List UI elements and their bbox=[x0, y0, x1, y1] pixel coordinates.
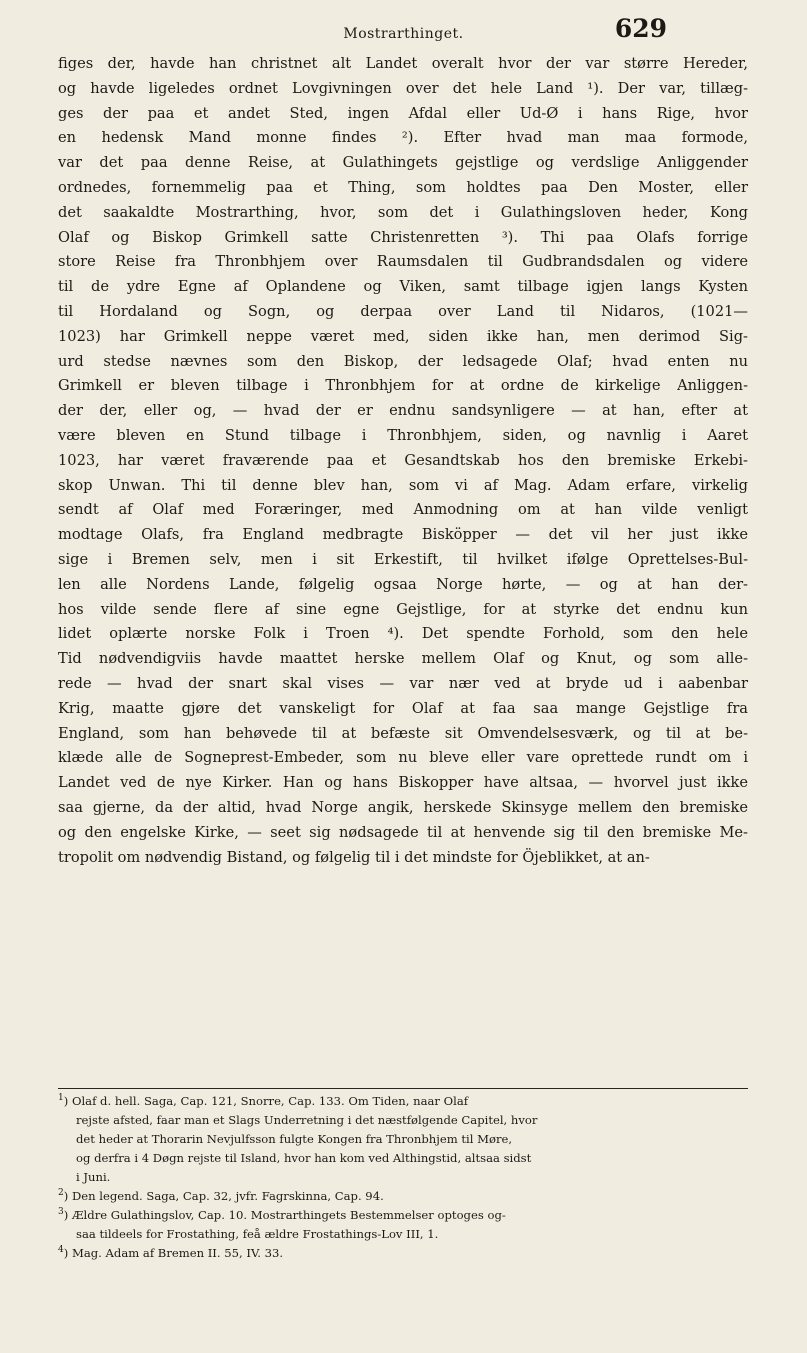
footnote-mark-paren: ) bbox=[63, 1189, 72, 1203]
body-line: og havde ligeledes ordnet Lovgivningen over det hele Land ¹). Der var, tillæg- bbox=[58, 79, 748, 97]
footnote-mark: 3 bbox=[58, 1207, 64, 1218]
footnote-text: rejste afsted, faar man et Slags Underretning i det næstfølgende Capitel, hvor bbox=[76, 1113, 538, 1127]
body-line: 1023) har Grimkell neppe været med, siden ikke han, men derimod Sig- bbox=[58, 327, 748, 345]
body-line: figes der, havde han christnet alt Landet overalt hvor der var større Hereder, bbox=[58, 55, 748, 72]
body-line: der der, eller og, — hvad der er endnu sandsynligere — at han, efter at bbox=[58, 402, 748, 420]
footnote bbox=[58, 1244, 748, 1263]
footnote-mark: 1 bbox=[58, 1093, 64, 1104]
body-line: skop Unwan. Thi til denne blev han, som vi af Mag. Adam erfare, virkelig bbox=[58, 476, 748, 494]
body-line: England, som han behøvede til at befæste sit Omvendelsesværk, og til at be- bbox=[58, 724, 748, 742]
footnote-line bbox=[58, 1130, 748, 1149]
footnote-text: det heder at Thorarin Nevjulfsson fulgte Kongen fra Thronbhjem til Møre, bbox=[76, 1132, 513, 1146]
footnote-line bbox=[58, 1206, 748, 1225]
body-line: Olaf og Biskop Grimkell satte Christenretten ³). Thi paa Olafs forrige bbox=[58, 228, 748, 246]
body-line: klæde alle de Sogneprest-Embeder, som nu bleve eller vare oprettede rundt om i bbox=[58, 749, 748, 767]
body-line: var det paa denne Reise, at Gulathingets gejstlige og verdslige Anliggender bbox=[58, 154, 748, 172]
body-text bbox=[58, 52, 748, 870]
body-line: urd stedse nævnes som den Biskop, der ledsagede Olaf; hvad enten nu bbox=[58, 352, 748, 370]
footnote-text: saa tildeels for Frostathing, feå ældre Frostathings-Lov III, 1. bbox=[76, 1227, 439, 1241]
running-head: Mostrarthinget. bbox=[343, 26, 464, 42]
footnote-text: Ældre Gulathingslov, Cap. 10. Mostrarthingets Bestemmelser optoges og- bbox=[71, 1208, 506, 1222]
page-header bbox=[0, 12, 807, 46]
footnote bbox=[58, 1092, 748, 1187]
body-line: rede — hvad der snart skal vises — var nær ved at bryde ud i aabenbar bbox=[58, 674, 748, 692]
body-line: sige i Bremen selv, men i sit Erkestift, til hvilket ifølge Oprettelses-Bul- bbox=[58, 550, 748, 568]
body-line: hos vilde sende flere af sine egne Gejstlige, for at styrke det endnu kun bbox=[58, 600, 748, 618]
body-line: 1023, har været fraværende paa et Gesandtskab hos den bremiske Erkebi- bbox=[58, 451, 748, 469]
footnote-line bbox=[58, 1149, 748, 1168]
body-line: ges der paa et andet Sted, ingen Afdal eller Ud-Ø i hans Rige, hvor bbox=[58, 104, 748, 122]
body-line: sendt af Olaf med Foræringer, med Anmodning om at han vilde venligt bbox=[58, 501, 748, 519]
footnote-line bbox=[58, 1187, 748, 1206]
footnote-line bbox=[58, 1111, 748, 1130]
body-line: og den engelske Kirke, — seet sig nødsagede til at henvende sig til den bremiske Me- bbox=[58, 823, 748, 841]
footnote-line bbox=[58, 1092, 748, 1111]
body-line: til de ydre Egne af Oplandene og Viken, samt tilbage igjen langs Kysten bbox=[58, 278, 748, 296]
body-line: store Reise fra Thronbhjem over Raumsdalen til Gudbrandsdalen og videre bbox=[58, 253, 748, 271]
footnote-text: i Juni. bbox=[76, 1170, 111, 1184]
body-line: Landet ved de nye Kirker. Han og hans Biskopper have altsaa, — hvorvel just ikke bbox=[58, 774, 748, 792]
footnote-text: Mag. Adam af Bremen II. 55, IV. 33. bbox=[71, 1246, 284, 1260]
footnotes bbox=[58, 1092, 748, 1263]
body-line: saa gjerne, da der altid, hvad Norge angik, herskede Skinsyge mellem den bremiske bbox=[58, 798, 748, 816]
body-line: modtage Olafs, fra England medbragte Bisköpper — det vil her just ikke bbox=[58, 526, 748, 544]
footnote-text: og derfra i 4 Døgn rejste til Island, hvor han kom ved Althingstid, altsaa sidst bbox=[76, 1151, 532, 1165]
footnote bbox=[58, 1187, 748, 1206]
footnote-mark: 2 bbox=[58, 1188, 64, 1199]
body-line: ordnedes, fornemmelig paa et Thing, som holdtes paa Den Moster, eller bbox=[58, 178, 748, 196]
footnote-mark-paren: ) bbox=[63, 1246, 72, 1260]
body-line: len alle Nordens Lande, følgelig ogsaa Norge hørte, — og at han der- bbox=[58, 575, 748, 593]
page-number: 629 bbox=[614, 14, 667, 43]
footnote-line bbox=[58, 1244, 748, 1263]
body-line: til Hordaland og Sogn, og derpaa over Land til Nidaros, (1021— bbox=[58, 302, 748, 320]
body-line: lidet oplærte norske Folk i Troen ⁴). Det spendte Forhold, som den hele bbox=[58, 625, 748, 643]
footnote-text: Olaf d. hell. Saga, Cap. 121, Snorre, Cap. 133. Om Tiden, naar Olaf bbox=[71, 1094, 469, 1108]
footnote-line bbox=[58, 1168, 748, 1187]
footnote-mark: 4 bbox=[58, 1245, 64, 1256]
footnote-divider bbox=[58, 1088, 748, 1089]
footnote bbox=[58, 1206, 748, 1244]
footnote-mark-paren: ) bbox=[63, 1208, 72, 1222]
body-line: tropolit om nødvendig Bistand, og følgelig til i det mindste for Öjeblikket, at an- bbox=[58, 848, 650, 866]
body-line: Grimkell er bleven tilbage i Thronbhjem for at ordne de kirkelige Anliggen- bbox=[58, 377, 748, 395]
body-line: Tid nødvendigviis havde maattet herske mellem Olaf og Knut, og som alle- bbox=[58, 650, 748, 668]
body-line: Krig, maatte gjøre det vanskeligt for Olaf at faa saa mange Gejstlige fra bbox=[58, 699, 748, 717]
body-line: være bleven en Stund tilbage i Thronbhjem, siden, og navnlig i Aaret bbox=[58, 426, 748, 444]
footnote-mark-paren: ) bbox=[63, 1094, 72, 1108]
footnote-line bbox=[58, 1225, 748, 1244]
body-line: det saakaldte Mostrarthing, hvor, som det i Gulathingsloven heder, Kong bbox=[58, 203, 748, 221]
footnote-text: Den legend. Saga, Cap. 32, jvfr. Fagrskinna, Cap. 94. bbox=[71, 1189, 384, 1203]
body-line: en hedensk Mand monne findes ²). Efter hvad man maa formode, bbox=[58, 129, 748, 147]
